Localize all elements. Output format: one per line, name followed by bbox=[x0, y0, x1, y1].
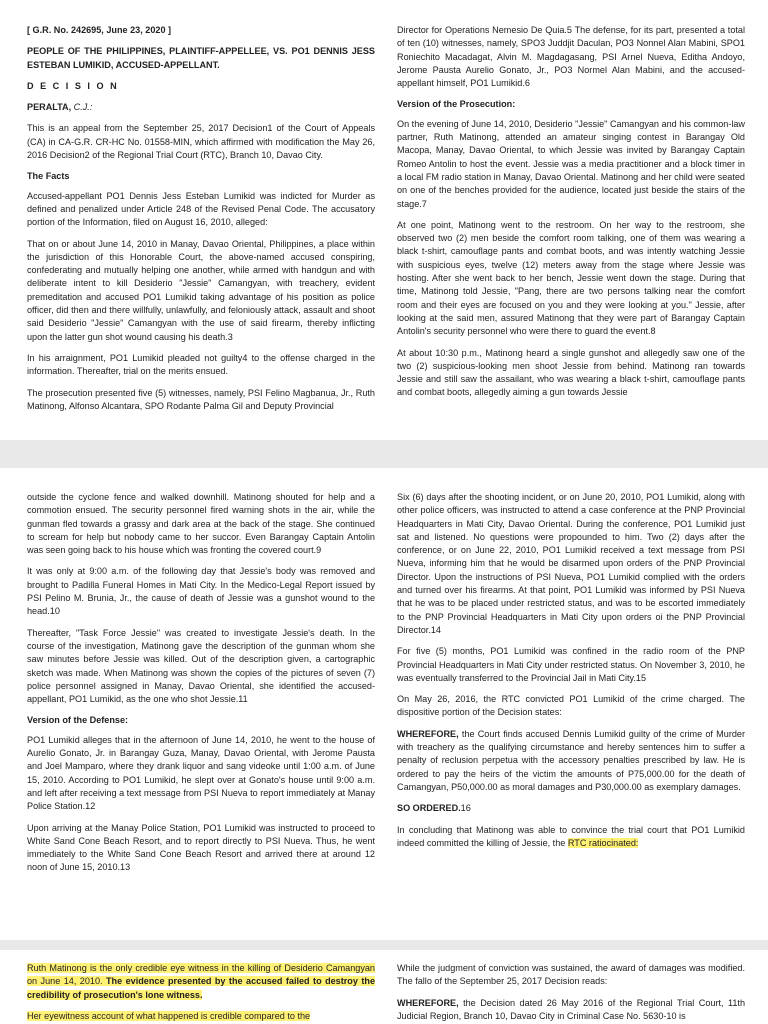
paragraph: This is an appeal from the September 25, 2017 Decision1 of the Court of Appeals (CA) in CA-G.R. CR-HC No. 01558-MIN, which affirmed with modification the May 26, 2016 Decision2 of the Regional Trial Court (RTC), Branch 10, Davao City. bbox=[27, 123, 375, 161]
paragraph: PO1 Lumikid alleges that in the afternoon of June 14, 2010, he went to the house of Aurelio Gonato, Jr. in Barangay Guza, Manay, Davao Oriental, with Jerome Pausta and Joel Mamparo, where they drank liquor and sang videoke until 1:00 a.m. of June 15, 2010. According to PO1 Lumikid, he slept over at Gonato's house until 9:00 a.m. and left after receiving a text message from PSI Nueva to report immediately at Manay Police Station.12 bbox=[27, 734, 375, 812]
paragraph: The prosecution presented five (5) witnesses, namely, PSI Felino Magbanua, Jr., Ruth Matinong, Alfonso Alcantara, SPO Rodante Palma Gil and Deputy Provincial bbox=[27, 387, 375, 411]
highlighted-text: Her eyewitness account of what happened is credible compared to the bbox=[27, 1010, 311, 1021]
paragraph: Thereafter, "Task Force Jessie" was created to investigate Jessie's death. In the course of the investigation, Matinong gave the description of the gunman whom she saw minutes before Jessie was killed. Out of the description given, a cartographic sketch was made. When Matinong was shown the copies of the pictures of seven (7) police personnel assigned in Manay, Davao Oriental, she identified the accused-appellant, PO1 Lumikid, as the one who shot Jessie.11 bbox=[27, 627, 375, 705]
wherefore-label: WHEREFORE, bbox=[397, 728, 459, 739]
paragraph: On May 26, 2016, the RTC convicted PO1 Lumikid of the crime charged. The dispositive portion of the Decision states: bbox=[397, 694, 745, 718]
paragraph: WHEREFORE, the Decision dated 26 May 2016 of the Regional Trial Court, 11th Judicial Region, Branch 10, Davao City in Criminal Case No. 5630-10 is bbox=[397, 997, 745, 1021]
paragraph: Upon arriving at the Manay Police Station, PO1 Lumikid was instructed to proceed to White Sand Cone Beach Resort, and to report directly to PSI Nueva. Thus, he went immediately to the White Sand Cone Beach Resort and arrived there at around 12 noon of June 15, 2010.13 bbox=[27, 822, 375, 873]
highlighted-text: Ruth Matinong is the only credible eye witness in the killing of Desiderio Camangyan on June 14, 2010. bbox=[27, 963, 375, 987]
highlighted-text: The evidence presented by the accused failed to destroy the credibility of prosecution's lone witness. bbox=[27, 976, 376, 1000]
so-ordered: SO ORDERED.16 bbox=[397, 803, 471, 814]
ponente-title: C.J.: bbox=[73, 102, 93, 113]
highlighted-text: RTC ratiocinated: bbox=[567, 837, 639, 848]
paragraph: At about 10:30 p.m., Matinong heard a single gunshot and allegedly saw one of the two (2) suspicious-looking men shoot Jessie from behind. Matinong ran towards Jessie and still saw the assailant, who was wearing a black t-shirt, camouflage pants and combat boots, allegedly aiming a gun towards Jessie bbox=[397, 347, 745, 398]
page-3-left-column bbox=[27, 962, 375, 1024]
dispositive-quote bbox=[397, 728, 745, 794]
paragraph: outside the cyclone fence and walked downhill. Matinong shouted for help and a commotion ensued. The security personnel fired warning shots in the air, while the gunman fled towards a grassy and dark area at the back of the stage. She continued to scream for help but nobody came to her succor. Even Barangay Captain Antolin was seen going back to his house which was fronting the covered court.9 bbox=[27, 492, 375, 556]
wherefore-label: WHEREFORE, bbox=[397, 997, 459, 1008]
page-1-right-column bbox=[397, 24, 745, 408]
case-caption: PEOPLE OF THE PHILIPPINES, PLAINTIFF-APPELLEE, VS. PO1 DENNIS JESS ESTEBAN LUMIKID, ACCUSED-APPELLANT. bbox=[27, 46, 375, 70]
paragraph: While the judgment of conviction was sustained, the award of damages was modified. The fallo of the September 25, 2017 Decision reads: bbox=[397, 963, 745, 987]
paragraph: At one point, Matinong went to the restroom. On her way to the restroom, she observed two (2) men beside the comfort room talking, one of them was wearing a black t-shirt, camouflage pants and combat boots, and was intently watching Jessie with suspicious eyes, twelve (12) meters away from the stage where Jessie was hosting. After she went back to her bench, Jessie went down the stage. During that time, Matinong told Jessie, "Pang, there are two persons talking near the comfort room and their eyes are focused on you and they were looking at you." Jessie, after looking at the said men, assured Matinong that they were part of Barangay Captain Antolin's security personnel who were there to guard the event.8 bbox=[397, 219, 745, 337]
page-2-right-column bbox=[397, 491, 745, 858]
footnote-ref: 16 bbox=[460, 803, 471, 814]
paragraph: Six (6) days after the shooting incident, or on June 20, 2010, PO1 Lumikid, along with other police officers, was instructed to attend a case conference at the PNP Provincial Headquarters in Mati City, Davao Oriental. During the conference, PO1 Lumikid just sat and listened. No questions were propounded to him. Two (2) days after the conference, or on June 22, 2010, PO1 Lumikid received a text message from PSI Nueva, informing him that he would be disarmed upon orders of the PNP Provincial Director. Upon the instructions of PSI Nueva, PO1 Lumikid complied with the orders and turned over his firearms. At that point, PO1 Lumikid was informed by PSI Nueva that he was to be placed under restricted status, and was to be escorted immediately to the PNP Provincial Headquarters in Mati City upon orders oi the PNP Provincial Director.14 bbox=[397, 492, 745, 635]
paragraph: In his arraignment, PO1 Lumikid pleaded not guilty4 to the offense charged in the information. Thereafter, trial on the merits ensued. bbox=[27, 352, 375, 377]
page-3-right-column bbox=[397, 962, 745, 1024]
page-1 bbox=[0, 0, 768, 440]
paragraph: Accused-appellant PO1 Dennis Jess Esteban Lumikid was indicted for Murder as defined and penalized under Article 248 of the Revised Penal Code. The accusatory portion of the Information, filed on August 16, 2010, alleged: bbox=[27, 190, 375, 228]
paragraph: On the evening of June 14, 2010, Desiderio "Jessie" Camangyan and his common-law partner, Ruth Matinong, attended an amateur singing contest in Barangay Old Macopa, Manay, Davao Oriental, to which Jessie was invited by Barangay Captain Romeo Antolin to host the event. Jessie was a media practitioner and a block timer in a local FM radio station in Manay, Davao Oriental. Matinong and her child were seated on one of the benches provided for the audience, located just beside the stairs of the stage.7 bbox=[397, 118, 745, 209]
information-quote: That on or about June 14, 2010 in Manay, Davao Oriental, Philippines, a place within the jurisdiction of this Honorable Court, the above-named accused conspiring, confederating and mutually helping one another, while armed with handgun and with deliberate intent to kill Desiderio "Jessie" Camangyan, with treachery, evident premeditation and accused PO1 Lumikid taking advantage of his position as police officer, did then and there willfully, unlawfully, and feloniously attack, assault and shoot said Desiderio "Jessie" Camangyan with the use of said firearm, thereby inflicting upon the latter gun shot wound causing his death.3 bbox=[27, 238, 375, 342]
section-heading-facts: The Facts bbox=[27, 171, 70, 182]
ponente-name: PERALTA, bbox=[27, 102, 72, 113]
section-heading-defense: Version of the Defense: bbox=[27, 715, 129, 726]
page-2 bbox=[0, 468, 768, 940]
paragraph: Director for Operations Nemesio De Quia.5 The defense, for its part, presented a total of ten (10) witnesses, namely, SPO3 Juddjit Daculan, PO3 Nonnel Alan Mabini, SPO1 Roniechito Macadagat, Alvin M. Magdagasang, PSI Arnel Nueva, Editha Andoyo, Jerome Pausta Aurelio Gonato, Jr., PO3 Normel Alan Mabini, and the accused-appellant himself, PO1 Lumikid.6 bbox=[397, 25, 745, 89]
paragraph: For five (5) months, PO1 Lumikid was confined in the radio room of the PNP Provincial Headquarters in Mati City under restricted status. On November 3, 2010, he was eventually transferred to the Provincial Jail in Mati City.15 bbox=[397, 646, 745, 683]
case-number: [ G.R. No. 242695, June 23, 2020 ] bbox=[27, 25, 172, 35]
highlighted-quote bbox=[27, 1010, 375, 1023]
dispositive-text: the Court finds accused Dennis Lumikid guilty of the crime of Murder with treachery as the qualifying circumstance and hereby sentences him to suffer a penalty of reclusion perpetua with the accessory penalties prescribed by law. He is ordered to pay the heirs of the victim the amounts of P75,000.00 for the death of Camangyan, P50,000.00 as moral damages and P30,000.00 as exemplary damages. bbox=[397, 728, 745, 792]
page-1-left-column bbox=[27, 24, 375, 421]
paragraph: It was only at 9:00 a.m. of the following day that Jessie's body was removed and brought to Padilla Funeral Homes in Mati City. In the Medico-Legal Report issued by PSI Pelino M. Brunia, Jr., the cause of death of Jessie was a gunshot wound to the head.10 bbox=[27, 566, 375, 617]
page-2-left-column bbox=[27, 491, 375, 883]
paragraph: In concluding that Matinong was able to convince the trial court that PO1 Lumikid indeed committed the killing of Jessie, the RTC ratiocinated: bbox=[397, 824, 745, 848]
page-3 bbox=[0, 950, 768, 1024]
ponente-line bbox=[27, 101, 375, 114]
highlighted-quote bbox=[27, 962, 375, 1002]
decision-heading: D E C I S I O N bbox=[27, 80, 119, 91]
section-heading-prosecution: Version of the Prosecution: bbox=[397, 99, 516, 110]
